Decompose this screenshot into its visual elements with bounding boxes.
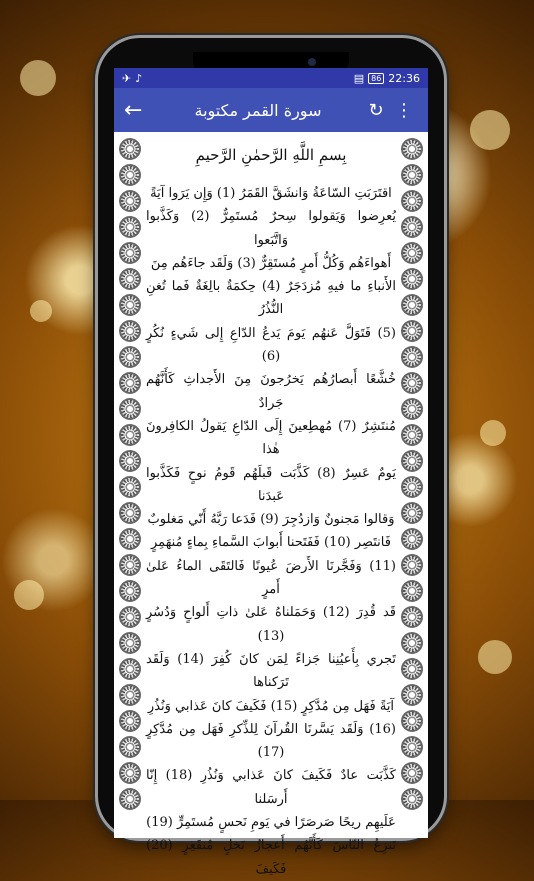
verse-line: يَومٌ عَسِرٌ (8) كَذَّبَت قَبلَهُم قَومُ نوحٍ فَكَذَّبوا عَبدَنا — [146, 465, 396, 504]
flower-ornament-icon — [119, 606, 141, 628]
flower-ornament-icon — [119, 138, 141, 160]
verse-line: كَذَّبَت عادٌ فَكَيفَ كانَ عَذابي وَنُذُرِ (18) إِنّا أَرسَلنا — [146, 768, 396, 807]
verse-line: عَلَيهِم ريحًا صَرصَرًا في يَومِ نَحسٍ مُستَمِرٍّ (19) — [146, 815, 396, 831]
flower-ornament-icon — [119, 164, 141, 186]
verse-line: وَقالوا مَجنونٌ وَازدُجِرَ (9) فَدَعا رَبَّهُ أَنّي مَغلوبٌ — [147, 512, 395, 528]
flower-ornament-icon — [401, 788, 423, 810]
verse-line: (11) وَفَجَّرنَا الأَرضَ عُيونًا فَالتَقَى الماءُ عَلىٰ أَمرٍ — [146, 558, 396, 598]
flower-ornament-icon — [401, 710, 423, 732]
bokeh-light — [478, 640, 512, 674]
airplane-icon: ✈ — [122, 71, 132, 85]
flower-ornament-icon — [119, 190, 141, 212]
bokeh-light — [30, 300, 52, 322]
flower-ornament-icon — [119, 528, 141, 550]
flower-ornament-icon — [401, 320, 423, 342]
verse-line: مُنتَشِرٌ (7) مُهطِعينَ إِلَى الدّاعِ يَقولُ الكافِرونَ هٰذا — [146, 418, 396, 458]
bokeh-light — [14, 580, 44, 610]
surah-page[interactable] — [114, 132, 428, 877]
verse-line: (16) وَلَقَد يَسَّرنَا القُرآنَ لِلذِّكرِ فَهَل مِن مُدَّكِرٍ (17) — [146, 721, 396, 761]
flower-ornament-icon — [119, 476, 141, 498]
flower-ornament-icon — [401, 450, 423, 472]
flower-ornament-icon — [119, 554, 141, 576]
flower-ornament-icon — [401, 372, 423, 394]
phone-frame — [98, 38, 444, 877]
flower-ornament-icon — [401, 736, 423, 758]
flower-ornament-icon — [401, 346, 423, 368]
camera-icon — [308, 58, 316, 66]
flower-ornament-icon — [401, 476, 423, 498]
flower-ornament-icon — [119, 684, 141, 706]
status-time: 22:36 — [388, 71, 420, 85]
flower-ornament-icon — [401, 632, 423, 654]
flower-ornament-icon — [119, 216, 141, 238]
status-bar — [114, 68, 428, 88]
bokeh-light — [20, 60, 56, 96]
music-icon: ♪ — [135, 71, 143, 85]
flower-ornament-icon — [119, 762, 141, 784]
flower-ornament-icon — [119, 320, 141, 342]
verse-line: تَجري بِأَعيُنِنا جَزاءً لِمَن كانَ كُفِرَ (14) وَلَقَد تَرَكناها — [146, 651, 396, 691]
flower-ornament-icon — [119, 788, 141, 810]
arrow-back-icon[interactable]: ← — [124, 97, 143, 123]
verse-line: خُشَّعًا أَبصارُهُم يَخرُجونَ مِنَ الأَجداثِ كَأَنَّهُم جَرادٌ — [146, 372, 396, 411]
flower-ornament-icon — [119, 294, 141, 316]
flower-ornament-icon — [401, 762, 423, 784]
flower-ornament-icon — [119, 268, 141, 290]
flower-ornament-icon — [401, 424, 423, 446]
decorative-border-right — [400, 138, 424, 838]
flower-ornament-icon — [401, 502, 423, 524]
verses-text — [146, 182, 396, 881]
verse-line: آيَةً فَهَل مِن مُدَّكِرٍ (15) فَكَيفَ كانَ عَذابي وَنُذُرِ — [147, 698, 395, 714]
flower-ornament-icon — [401, 398, 423, 420]
basmala: بِسمِ اللَّهِ الرَّحمٰنِ الرَّحيمِ — [195, 146, 347, 164]
flower-ornament-icon — [401, 242, 423, 264]
flower-ornament-icon — [119, 736, 141, 758]
flower-ornament-icon — [401, 294, 423, 316]
flower-ornament-icon — [119, 346, 141, 368]
flower-ornament-icon — [401, 606, 423, 628]
flower-ornament-icon — [401, 164, 423, 186]
verse-line: تَنزِعُ النّاسَ كَأَنَّهُم أَعجازُ نَخلٍ مُنقَعِرٍ (20) فَكَيفَ — [146, 838, 396, 877]
flower-ornament-icon — [401, 268, 423, 290]
status-left — [122, 72, 142, 85]
bokeh-light — [470, 110, 510, 150]
flower-ornament-icon — [401, 138, 423, 160]
flower-ornament-icon — [401, 554, 423, 576]
app-bar — [114, 88, 428, 132]
flower-ornament-icon — [119, 502, 141, 524]
flower-ornament-icon — [401, 216, 423, 238]
flower-ornament-icon — [401, 190, 423, 212]
verse-line: أَهواءَهُم وَكُلُّ أَمرٍ مُستَقِرٌّ (3) وَلَقَد جاءَهُم مِنَ — [150, 255, 392, 271]
surah-content — [146, 144, 396, 881]
flower-ornament-icon — [119, 424, 141, 446]
verse-line: فَانتَصِر (10) فَفَتَحنا أَبوابَ السَّماءِ بِماءٍ مُنهَمِرٍ — [151, 535, 391, 551]
flower-ornament-icon — [119, 398, 141, 420]
status-right — [354, 72, 420, 85]
phone-screen — [114, 68, 428, 877]
flower-ornament-icon — [119, 242, 141, 264]
flower-ornament-icon — [119, 450, 141, 472]
flower-ornament-icon — [401, 580, 423, 602]
flower-ornament-icon — [401, 658, 423, 680]
flower-ornament-icon — [119, 632, 141, 654]
battery-indicator: 86 — [368, 73, 384, 84]
flower-ornament-icon — [401, 528, 423, 550]
verse-line: الأَنباءِ ما فيهِ مُزدَجَرٌ (4) حِكمَةٌ بالِغَةٌ فَما تُغنِ النُّذُرُ — [146, 279, 396, 318]
verse-line: يُعرِضوا وَيَقولوا سِحرٌ مُستَمِرٌّ (2) وَكَذَّبوا وَاتَّبَعوا — [146, 209, 396, 248]
more-vert-icon[interactable]: ⋮ — [395, 99, 413, 121]
verse-line: قَد قُدِرَ (12) وَحَمَلناهُ عَلىٰ ذاتِ أَلواحٍ وَدُسُرٍ (13) — [146, 605, 396, 644]
flower-ornament-icon — [119, 658, 141, 680]
verse-line: اقتَرَبَتِ السّاعَةُ وَانشَقَّ القَمَرُ (1) وَإِن يَرَوا آيَةً — [150, 186, 392, 201]
refresh-icon[interactable]: ↻ — [368, 99, 384, 121]
volume-icon: ▤ — [353, 71, 365, 85]
flower-ornament-icon — [119, 580, 141, 602]
decorative-border-left — [118, 138, 142, 838]
flower-ornament-icon — [401, 684, 423, 706]
flower-ornament-icon — [119, 372, 141, 394]
bokeh-light — [480, 420, 506, 446]
app-title: سورة القمر مكتوبة — [194, 100, 322, 120]
verse-line: (5) فَتَوَلَّ عَنهُم يَومَ يَدعُ الدّاعِ إِلى شَيءٍ نُكُرٍ (6) — [146, 325, 396, 365]
flower-ornament-icon — [119, 710, 141, 732]
